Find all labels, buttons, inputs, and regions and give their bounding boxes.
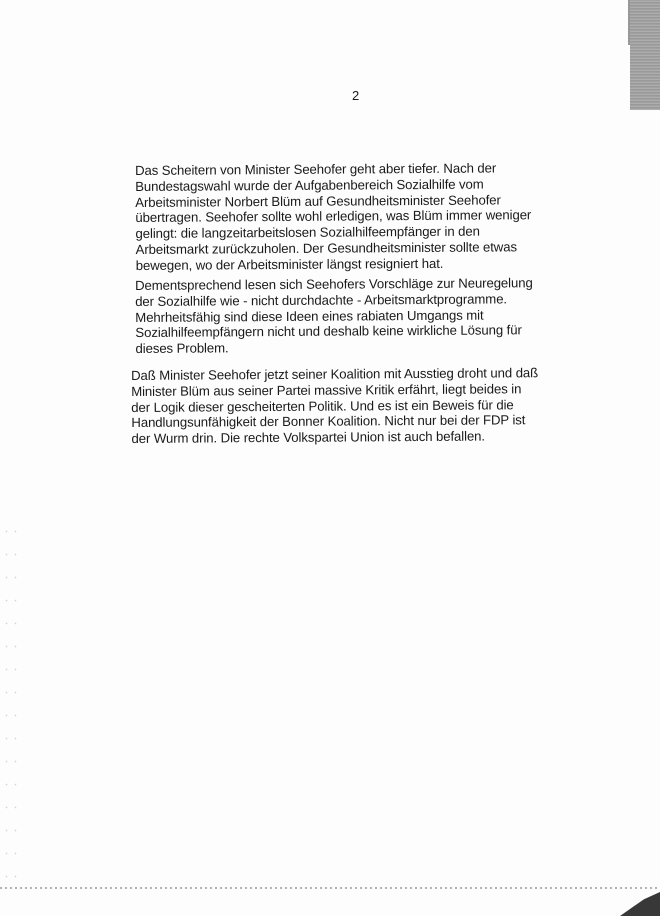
paragraph-3 <box>131 365 552 447</box>
scan-artifact-edge <box>628 0 642 45</box>
text-line: Handlungsunfähigkeit der Bonner Koalition. Nicht nur bei der FDP ist <box>131 412 526 431</box>
text-line: der Wurm drin. Die rechte Volkspartei Union ist auch befallen. <box>131 428 486 447</box>
text-line: Bundestagswahl wurde der Aufgabenbereich Sozialhilfe vom <box>135 176 484 194</box>
text-line: Mehrheitsfähig sind diese Ideen eines rabiaten Umgangs mit <box>135 307 484 325</box>
paragraph-2 <box>135 275 556 357</box>
text-line: Minister Blüm aus seiner Partei massive Kritik erfährt, liegt beides in <box>131 381 522 399</box>
text-line: der Logik dieser gescheiterten Politik. Und es ist ein Beweis für die <box>131 396 514 415</box>
text-line: Sozialhilfeempfängern nicht und deshalb keine wirkliche Lösung für <box>135 322 522 341</box>
text-line: gelingt: die langzeitarbeitslosen Sozialhilfeempfänger in den <box>135 223 480 242</box>
scan-artifact-bottom-line <box>0 887 660 889</box>
paragraph-1 <box>135 160 556 274</box>
scan-artifact-specks <box>2 520 22 880</box>
text-line: der Sozialhilfe wie - nicht durchdachte - Arbeitsmarktprogramme. <box>135 291 508 309</box>
text-line: Arbeitsminister Norbert Blüm auf Gesundheitsminister Seehofer <box>135 192 501 210</box>
text-line: dieses Problem. <box>135 340 229 357</box>
text-line: Das Scheitern von Minister Seehofer geht aber tiefer. Nach der <box>135 160 497 178</box>
text-line: bewegen, wo der Arbeitsminister längst resigniert hat. <box>135 255 444 273</box>
text-line: Daß Minister Seehofer jetzt seiner Koalition mit Ausstieg droht und daß <box>131 365 539 383</box>
scan-artifact-bottom-corner <box>620 892 660 916</box>
text-line: übertragen. Seehofer sollte wohl erledigen, was Blüm immer weniger <box>135 207 532 226</box>
page-number: 2 <box>352 88 360 103</box>
text-line: Arbeitsmarkt zurückzuholen. Der Gesundheitsminister sollte etwas <box>135 239 517 257</box>
text-line: Dementsprechend lesen sich Seehofers Vorschläge zur Neuregelung <box>135 275 533 293</box>
